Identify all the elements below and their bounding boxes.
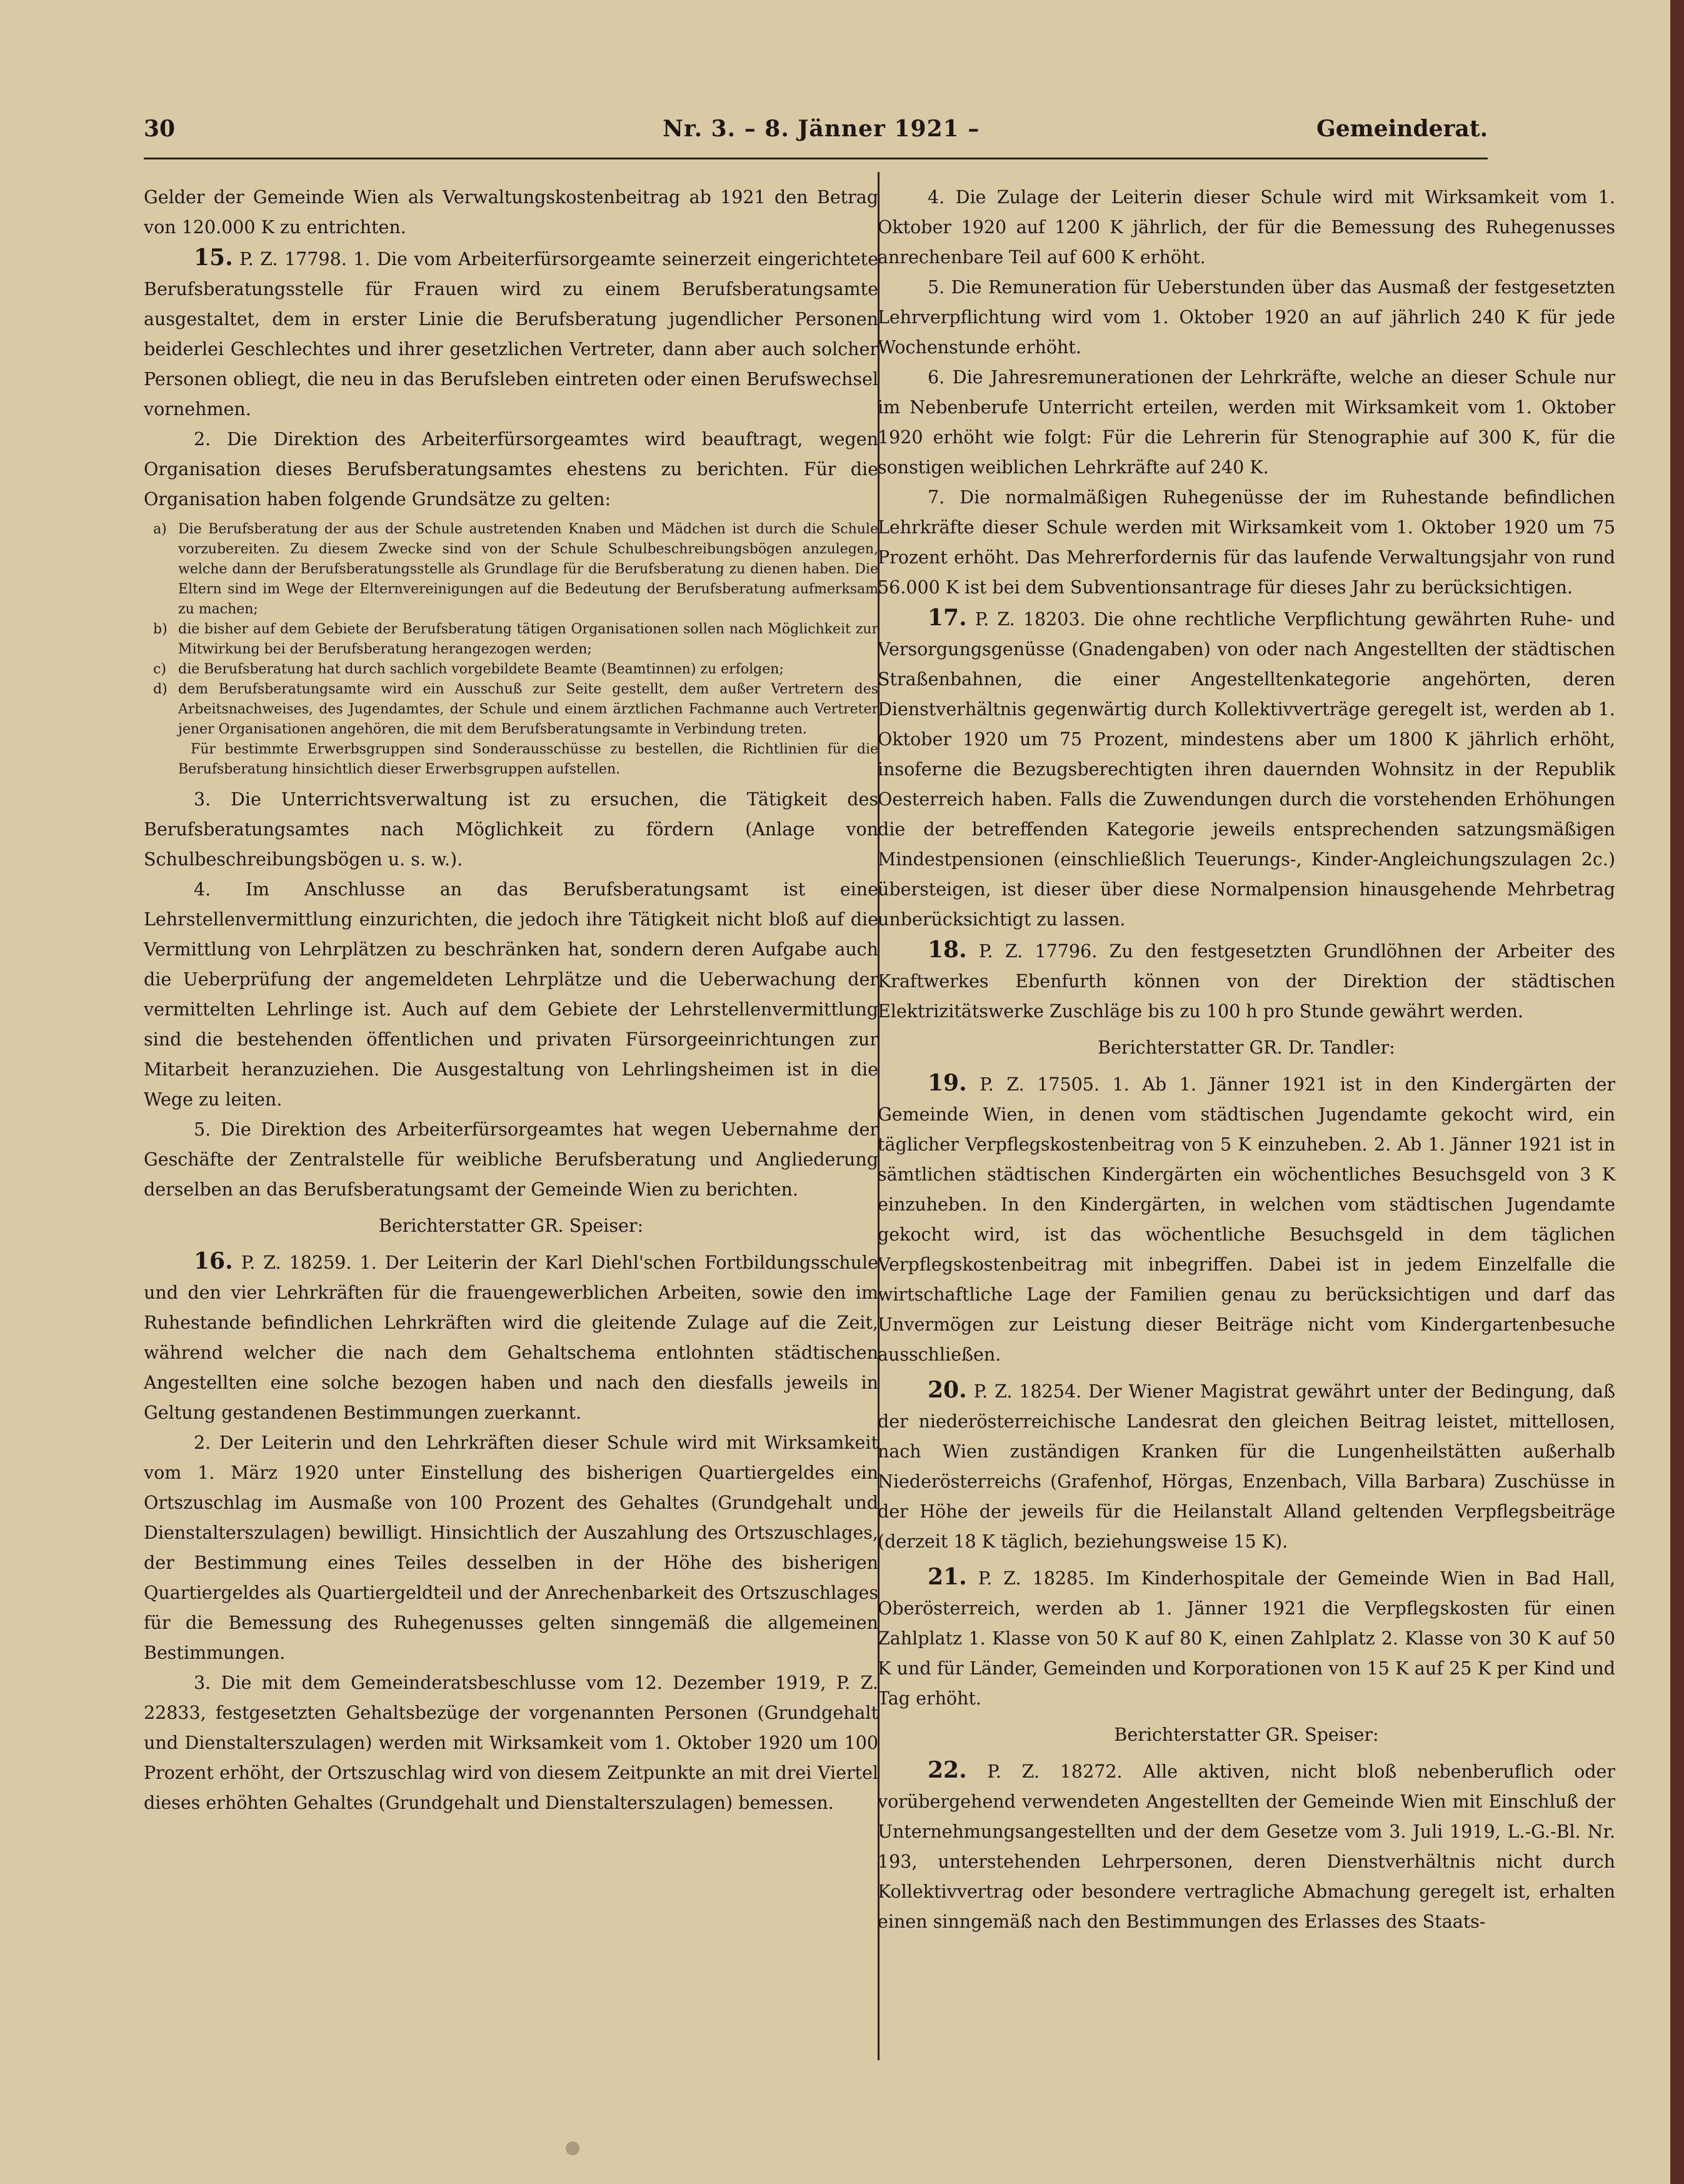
issue-line: Nr. 3. – 8. Jänner 1921 – (663, 116, 980, 142)
paragraph: 3. Die Unterrichtsverwaltung ist zu ersuchen, die Tätigkeit des Berufsberatungsamtes nach Möglichkeit zu fördern (Anlage von Schulbeschreibungsbögen u. s. w.). (144, 789, 878, 870)
page-edge (1670, 0, 1684, 2184)
item-text: P. Z. 18259. 1. Der Leiterin der Karl Diehl'schen Fortbildungsschule und den vier Lehrkräften für die frauengewerblichen Arbeiten, sowie den im Ruhestande befindlichen Lehrkräften wird die gleitende Zulage auf die Zeit, während welcher die nach dem Gehaltschema entlohnten städtischen Angestellten eine solche bezogen haben und nach den diesfalls jeweils in Geltung gestandenen Bestimmungen zuerkannt. (144, 1252, 879, 1423)
reporter-heading: Berichterstatter GR. Speiser: (1114, 1724, 1379, 1745)
item-text: P. Z. 18272. Alle aktiven, nicht bloß nebenberuflich oder vorübergehend verwendeten Angestellten der Gemeinde Wien mit Einschluß der Unternehmungsangestellten und der dem Gesetze vom 3. Juli 1919, L.-G.-Bl. Nr. 193, unterstehenden Lehrpersonen, deren Dienstverhältnis nicht durch Kollektivvertrag oder besondere vertragliche Abmachung geregelt ist, erhalten einen sinngemäß nach den Bestimmungen des Erlasses des Staats- (878, 1761, 1615, 1932)
item-20 (878, 1375, 1615, 1557)
reporter-heading: Berichterstatter GR. Speiser: (378, 1215, 644, 1236)
list-label: b) (153, 621, 168, 637)
list-text: Die Berufsberatung der aus der Schule austretenden Knaben und Mädchen ist durch die Schule vorzubereiten. Zu diesem Zwecke sind von der Schule Schulbeschreibungsbögen anzulegen, welche dann der Berufsberatungsstelle als Grundlage für die Berufsberatung zu dienen haben. Die Eltern sind im Wege der Elternvereinigungen auf die Bedeutung der Berufsberatung aufmerksam zu machen; (178, 521, 878, 617)
item-number: 20. (928, 1377, 967, 1403)
list-item (153, 520, 878, 620)
paragraph: 7. Die normalmäßigen Ruhegenüsse der im Ruhestande befindlichen Lehrkräfte dieser Schule werden mit Wirksamkeit vom 1. Oktober 1920 um 75 Prozent erhöht. Das Mehrerfordernis für das laufende Verwaltungsjahr von rund 56.000 K ist bei dem Subventionsantrage für dieses Jahr zu berücksichtigen. (878, 487, 1615, 598)
principles-list (144, 515, 878, 785)
right-column (878, 183, 1615, 2065)
item-21 (878, 1562, 1615, 1714)
reporter-heading: Berichterstatter GR. Dr. Tandler: (1098, 1037, 1395, 1058)
item-number: 17. (928, 605, 967, 631)
item-text: P. Z. 18203. Die ohne rechtliche Verpflichtung gewährten Ruhe- und Versorgungsgenüsse (Gnadengaben) von oder nach Angestellten der städtischen Straßenbahnen, die einer Angestelltenkategorie angehörten, deren Dienstverhältnis gegenwärtig durch Kollektivverträge geregelt ist, werden ab 1. Oktober 1920 um 75 Prozent, mindestens aber um 1800 K jährlich erhöht, insoferne die Bezugsberechtigten ihren dauernden Wohnsitz in der Republik Oesterreich haben. Falls die Zuwendungen durch die vorstehenden Erhöhungen die der betreffenden Kategorie jeweils entsprechenden satzungsmäßigen Mindestpensionen (einschließlich Teuerungs-, Kinder-Angleichungszulagen 2c.) übersteigen, ist dieser über diese Normalpension hinausgehende Mehrbetrag unberücksichtigt zu lassen. (878, 609, 1615, 930)
item-text: P. Z. 18285. Im Kinderhospitale der Gemeinde Wien in Bad Hall, Oberösterreich, werden ab 1. Jänner 1921 die Verpflegskosten für einen Zahlplatz 1. Klasse von 50 K auf 80 K, einen Zahlplatz 2. Klasse von 30 K auf 50 K und für Länder, Gemeinden und Korporationen von 15 K auf 25 K per Kind und Tag erhöht. (878, 1568, 1616, 1709)
item-number: 15. (194, 244, 233, 271)
intro-paragraph: Gelder der Gemeinde Wien als Verwaltungskostenbeitrag ab 1921 den Betrag von 120.000 K zu entrichten. (144, 187, 878, 238)
item-number: 19. (928, 1070, 967, 1096)
item-number: 22. (928, 1757, 967, 1783)
item-number: 21. (928, 1564, 967, 1590)
paragraph: 6. Die Jahresremunerationen der Lehrkräfte, welche an dieser Schule nur im Nebenberufe Unterricht erteilen, werden mit Wirksamkeit vom 1. Oktober 1920 erhöht wie folgt: Für die Lehrerin für Stenographie auf 300 K, für die sonstigen weiblichen Lehrkräfte auf 240 K. (878, 367, 1615, 478)
page-header (144, 116, 1488, 153)
item-text: P. Z. 17796. Zu den festgesetzten Grundlöhnen der Arbeiter des Kraftwerkes Ebenfurth können von der Direktion der städtischen Elektrizitätswerke Zuschläge bis zu 100 h pro Stunde gewährt werden. (878, 941, 1615, 1022)
item-22 (878, 1755, 1615, 1937)
list-text: dem Berufsberatungsamte wird ein Ausschuß zur Seite gestellt, dem außer Vertretern des Arbeitsnachweises, des Jugendamtes, der Schule und einem ärztlichen Fachmanne auch Vertreter jener Organisationen angehören, die mit dem Berufsberatungsamte in Verbindung treten. (178, 682, 878, 737)
list-item (153, 680, 878, 740)
paragraph: 2. Die Direktion des Arbeiterfürsorgeamtes wird beauftragt, wegen Organisation dieses Berufsberatungsamtes ehestens zu berichten. Für die Organisation haben folgende Grundsätze zu gelten: (144, 429, 878, 510)
list-label: d) (153, 682, 168, 697)
paragraph: 3. Die mit dem Gemeinderatsbeschlusse vom 12. Dezember 1919, P. Z. 22833, festgesetzten Gehaltsbezüge der vorgenannten Personen (Grundgehalt und Dienstalterszulagen) werden mit Wirksamkeit vom 1. Oktober 1920 um 100 Prozent erhöht, der Ortszuschlag wird von diesem Zeitpunkte an mit drei Viertel dieses erhöhten Gehaltes (Grundgehalt und Dienstalterszulagen) bemessen. (144, 1673, 878, 1813)
item-text: P. Z. 18254. Der Wiener Magistrat gewährt unter der Bedingung, daß der niederösterreichische Landesrat den gleichen Beitrag leistet, mittellosen, nach Wien zuständigen Kranken für die Lungenheilstätten außerhalb Niederösterreichs (Grafenhof, Hörgas, Enzenbach, Villa Barbara) Zuschüsse in der Höhe der jeweils für die Heilanstalt Alland geltenden Verpflegsbeiträge (derzeit 18 K täglich, beziehungsweise 15 K). (878, 1381, 1615, 1552)
list-item (153, 660, 878, 680)
paragraph: 4. Die Zulage der Leiterin dieser Schule wird mit Wirksamkeit vom 1. Oktober 1920 auf 1200 K jährlich, der für die Bemessung des Ruhegenusses anrechenbare Teil auf 600 K erhöht. (878, 187, 1615, 268)
list-label: a) (153, 521, 167, 537)
item-number: 18. (928, 937, 967, 963)
paragraph: 2. Der Leiterin und den Lehrkräften dieser Schule wird mit Wirksamkeit vom 1. März 1920 unter Einstellung des bisherigen Quartiergeldes ein Ortszuschlag im Ausmaße von 100 Prozent des Gehaltes (Grundgehalt und Dienstalterszulagen) bewilligt. Hinsichtlich der Auszahlung des Ortszuschlages, der Bestimmung eines Teiles desselben in der Höhe des bisherigen Quartiergeldes als Quartiergeldteil und der Anrechenbarkeit des Ortszuschlages für die Bemessung des Ruhegenusses gelten sinngemäß die allgemeinen Bestimmungen. (144, 1432, 878, 1663)
left-column (144, 183, 878, 2052)
item-text: P. Z. 17798. 1. Die vom Arbeiterfürsorgeamte seinerzeit eingerichtete Berufsberatungsstelle für Frauen wird zu einem Berufsberatungsamte ausgestaltet, dem in erster Linie die Berufsberatung jugendlicher Personen beiderlei Geschlechtes und ihrer gesetzlichen Vertreter, dann aber auch solcher Personen obliegt, die neu in das Berufsleben eintreten oder einen Berufswechsel vornehmen. (144, 249, 879, 420)
page-number: 30 (144, 116, 176, 142)
item-19 (878, 1068, 1615, 1370)
list-item (153, 620, 878, 660)
item-number: 16. (194, 1248, 233, 1274)
item-15 (144, 243, 878, 425)
paragraph: 5. Die Direktion des Arbeiterfürsorgeamtes hat wegen Uebernahme der Geschäfte der Zentralstelle für weibliche Berufsberatung und Angliederung derselben an das Berufsberatungsamt der Gemeinde Wien zu berichten. (144, 1119, 878, 1200)
section-title: Gemeinderat. (1316, 116, 1488, 142)
list-text: die Berufsberatung hat durch sachlich vorgebildete Beamte (Beamtinnen) zu erfolgen; (178, 662, 784, 677)
list-label: c) (153, 662, 166, 677)
list-text: die bisher auf dem Gebiete der Berufsberatung tätigen Organisationen sollen nach Möglichkeit zur Mitwirkung bei der Berufsberatung herangezogen werden; (178, 621, 878, 657)
item-16 (144, 1246, 878, 1428)
item-text: P. Z. 17505. 1. Ab 1. Jänner 1921 ist in den Kindergärten der Gemeinde Wien, in denen vom städtischen Jugendamte gekocht wird, ein täglicher Verpflegskostenbeitrag von 5 K einzuheben. 2. Ab 1. Jänner 1921 ist in sämtlichen städtischen Kindergärten ein wöchentliches Besuchsgeld von 3 K einzuheben. In den Kindergärten, in welchen vom städtischen Jugendamte gekocht wird, ist das wöchentliche Besuchsgeld in dem täglichen Verpflegskostenbeitrag mit inbegriffen. Dabei ist in jedem Einzelfalle die wirtschaftliche Lage der Familien genau zu berücksichtigen und darf das Unvermögen zur Leistung dieser Beiträge nicht vom Kindergartenbesuche ausschließen. (878, 1074, 1615, 1365)
header-rule (144, 158, 1488, 159)
item-17 (878, 603, 1615, 935)
paper-smudge (566, 2141, 579, 2155)
paragraph: 5. Die Remuneration für Ueberstunden über das Ausmaß der festgesetzten Lehrverpflichtung wird vom 1. Oktober 1920 an auf jährlich 240 K für jede Wochenstunde erhöht. (878, 277, 1615, 358)
list-follow-text: Für bestimmte Erwerbsgruppen sind Sonderausschüsse zu bestellen, die Richtlinien für die Berufsberatung hinsichtlich dieser Erwerbsgruppen aufstellen. (178, 742, 878, 777)
item-18 (878, 935, 1615, 1027)
paragraph: 4. Im Anschlusse an das Berufsberatungsamt ist eine Lehrstellenvermittlung einzurichten, die jedoch ihre Tätigkeit nicht bloß auf die Vermittlung von Lehrplätzen zu beschränken hat, sondern deren Aufgabe auch die Ueberprüfung der angemeldeten Lehrplätze und die Ueberwachung der vermittelten Lehrlinge ist. Auch auf dem Gebiete der Lehrstellenvermittlung sind die bestehenden öffentlichen und privaten Fürsorgeeinrichtungen zur Mitarbeit heranzuziehen. Die Ausgestaltung von Lehrlingsheimen ist in die Wege zu leiten. (144, 879, 878, 1110)
